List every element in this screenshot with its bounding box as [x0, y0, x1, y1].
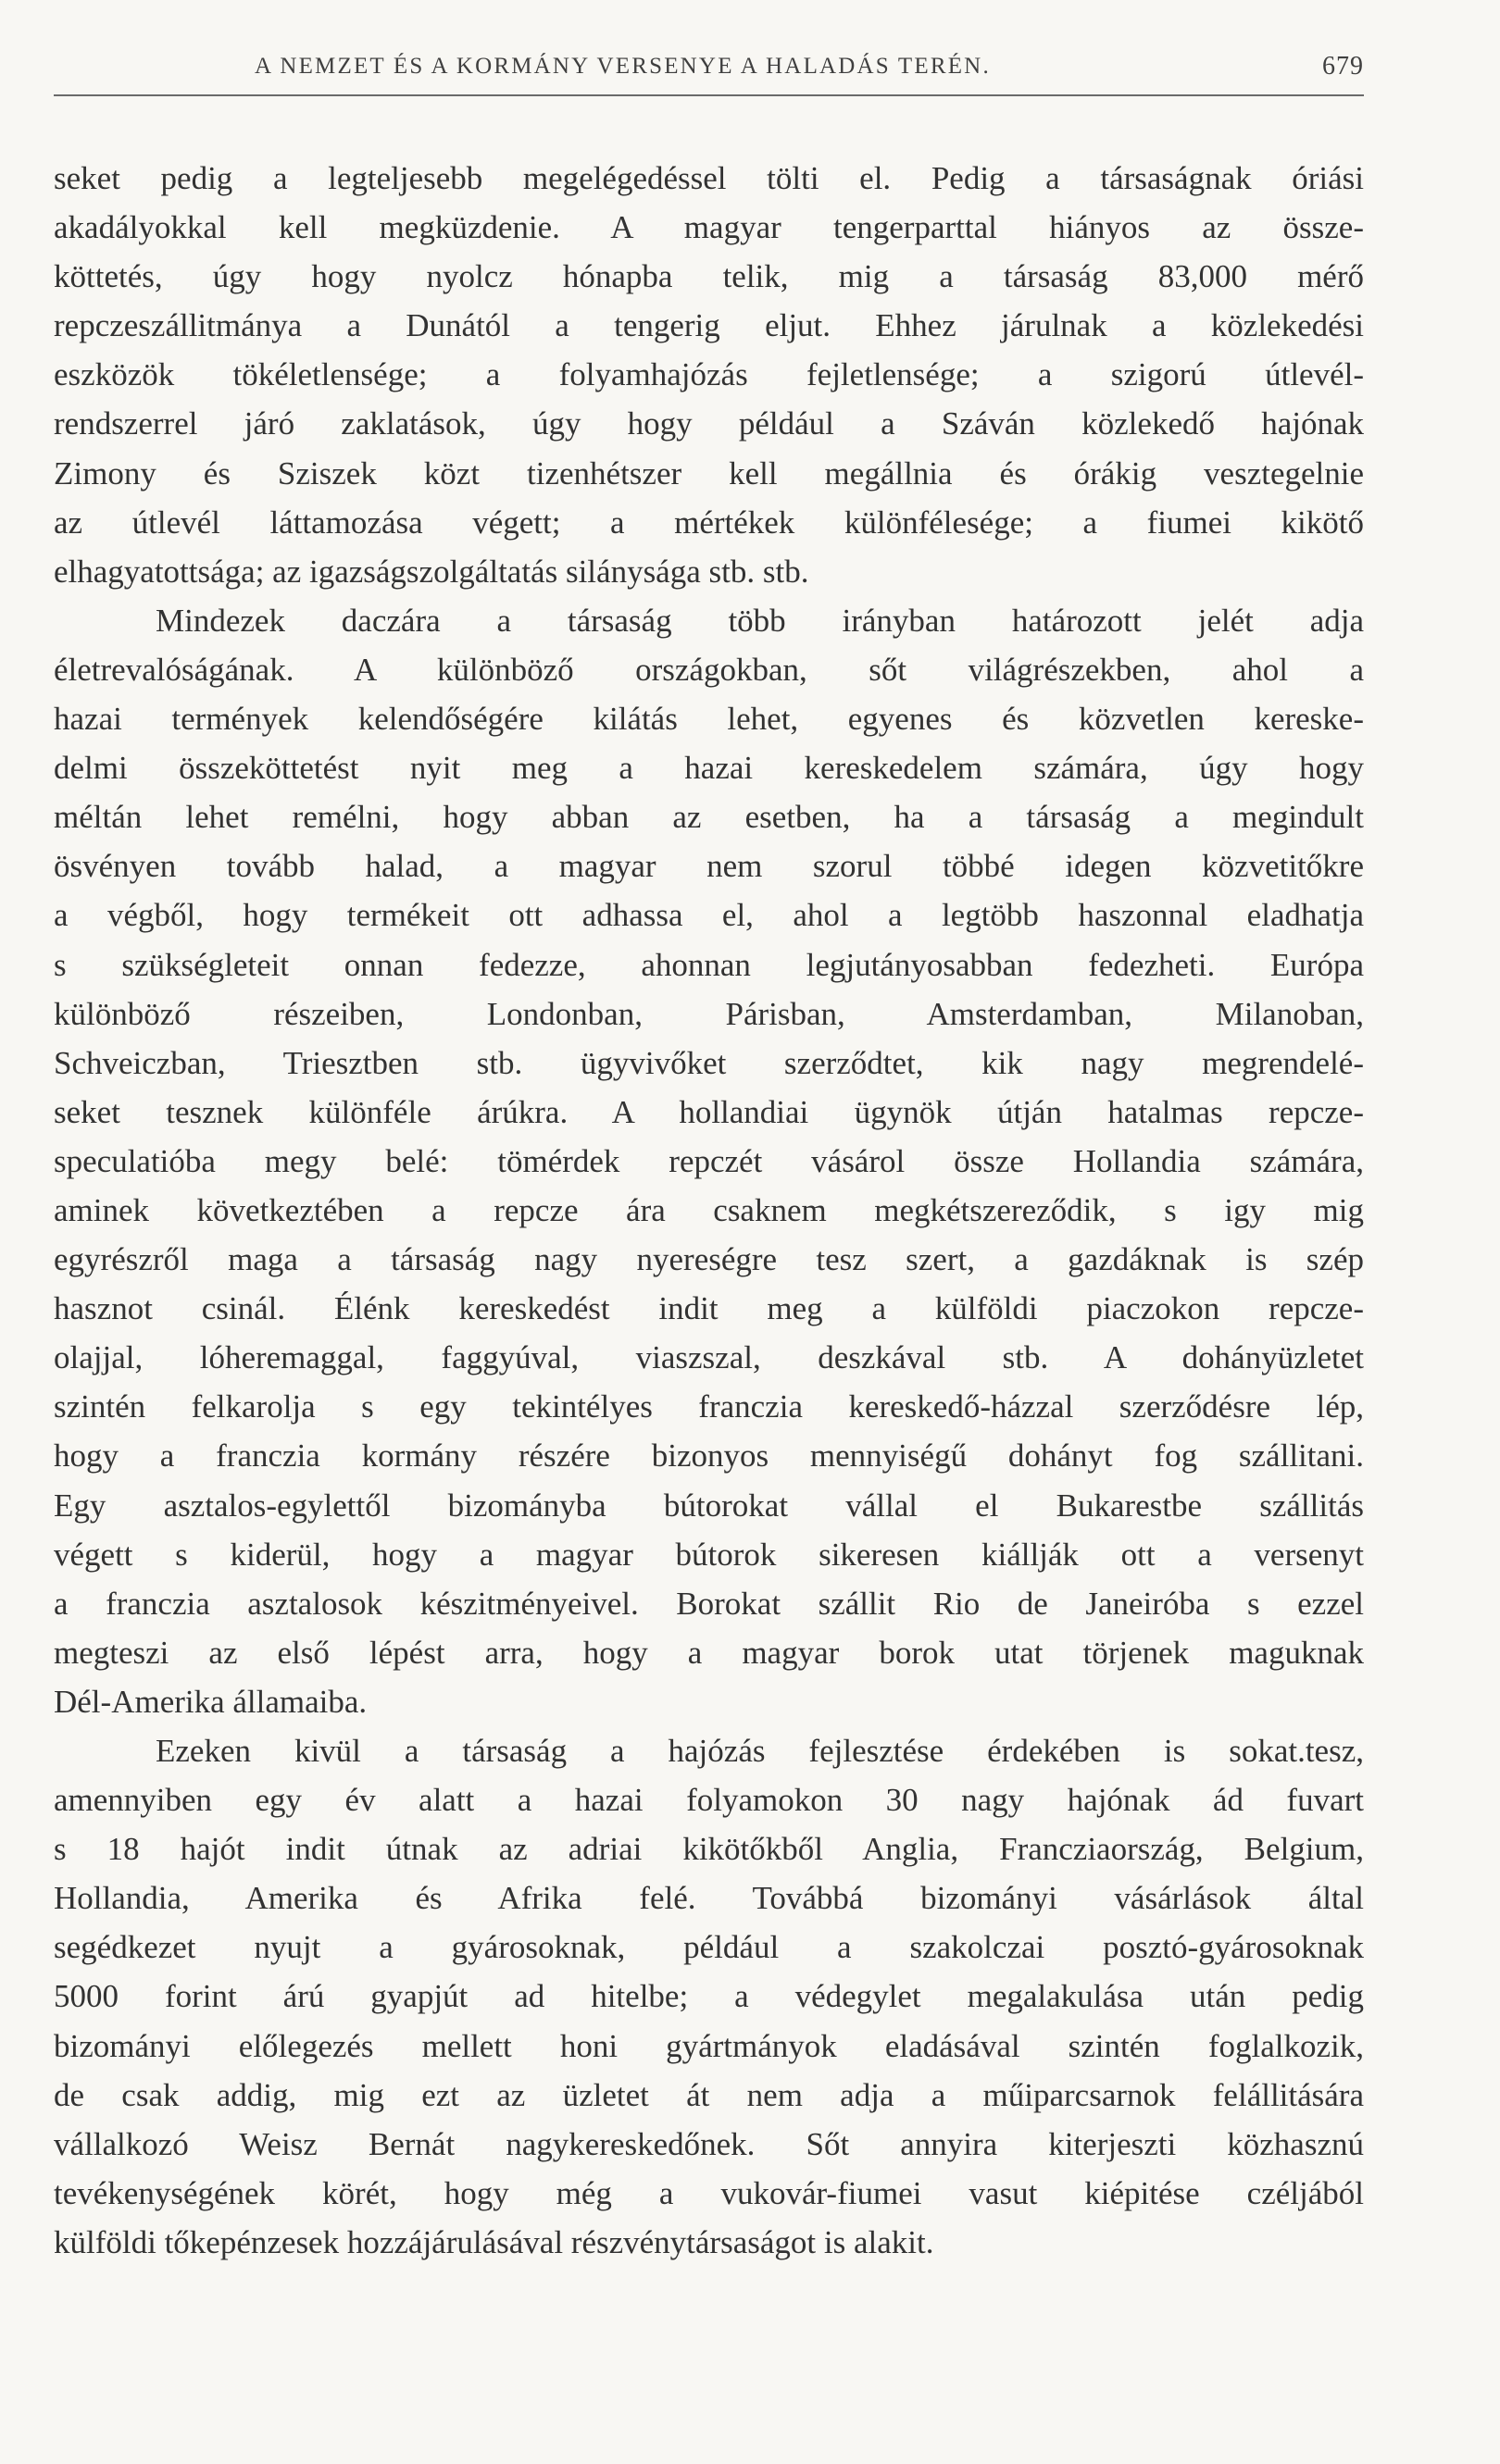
text-line: olajjal, lóheremaggal, faggyúval, viaszszal, deszkával stb. A dohányüzletet — [54, 1339, 1364, 1376]
text-line: tevékenységének körét, hogy még a vukovár-fiumei vasut kiépitése czéljából — [54, 2174, 1364, 2211]
text-line: a végből, hogy termékeit ott adhassa el, ahol a legtöbb haszonnal eladhatja — [54, 897, 1364, 934]
text-line: Zimony és Sziszek közt tizenhétszer kell megállnia és órákig vesztegelnie — [54, 454, 1364, 492]
text-line: speculatióba megy belé: tömérdek repczét vásárol össze Hollandia számára, — [54, 1142, 1364, 1179]
text-line: köttetés, úgy hogy nyolcz hónapba telik, mig a társaság 83,000 mérő — [54, 258, 1364, 295]
text-line: aminek következtében a repcze ára csaknem megkétszereződik, s igy mig — [54, 1191, 1364, 1228]
text-line: méltán lehet remélni, hogy abban az esetben, ha a társaság a megindult — [54, 799, 1364, 836]
text-line: végett s kiderül, hogy a magyar bútorok sikeresen kiállják ott a versenyt — [54, 1536, 1364, 1573]
text-line: életrevalóságának. A különböző országokban, sőt világrészekben, ahol a — [54, 651, 1364, 688]
text-line: vállalkozó Weisz Bernát nagykereskedőnek. Sőt annyira kiterjeszti közhasznú — [54, 2125, 1364, 2162]
text-line: eszközök tökéletlensége; a folyamhajózás fejletlensége; a szigorú útlevél- — [54, 356, 1364, 393]
text-line: Schveiczban, Triesztben stb. ügyvivőket szerződtet, kik nagy megrendelé- — [54, 1044, 1364, 1081]
text-line: de csak addig, mig ezt az üzletet át nem adja a műiparcsarnok felállitására — [54, 2076, 1364, 2113]
text-line: Egy asztalos-egylettől bizományba bútorokat vállal el Bukarestbe szállitás — [54, 1487, 1364, 1524]
text-line: seket tesznek különféle árúkra. A hollandiai ügynök útján hatalmas repcze- — [54, 1093, 1364, 1130]
text-line: segédkezet nyujt a gyárosoknak, például a szakolczai posztó-gyárosoknak — [54, 1929, 1364, 1966]
text-line: s 18 hajót indit útnak az adriai kikötőkből Anglia, Francziaország, Belgium, — [54, 1831, 1364, 1868]
text-line: Dél-Amerika államaiba. — [54, 1683, 368, 1720]
text-line: egyrészről maga a társaság nagy nyereségre tesz szert, a gazdáknak is szép — [54, 1241, 1364, 1278]
text-line: bizományi előlegezés mellett honi gyártmányok eladásával szintén foglalkozik, — [54, 2027, 1364, 2064]
text-line: hazai termények kelendőségére kilátás lehet, egyenes és közvetlen kereske- — [54, 701, 1364, 738]
text-line: 5000 forint árú gyapjút ad hitelbe; a védegylet megalakulása után pedig — [54, 1978, 1364, 2015]
text-line: amennyiben egy év alatt a hazai folyamokon 30 nagy hajónak ád fuvart — [54, 1782, 1364, 1819]
running-header — [54, 48, 1364, 96]
text-line: repczeszállitmánya a Dunától a tengerig eljut. Ehhez járulnak a közlekedési — [54, 307, 1364, 344]
text-line: ösvényen tovább halad, a magyar nem szorul többé idegen közvetitőkre — [54, 848, 1364, 885]
text-line: külföldi tőkepénzesek hozzájárulásával részvénytársaságot is alakit. — [54, 2223, 934, 2260]
text-line: különböző részeiben, Londonban, Párisban, Amsterdamban, Milanoban, — [54, 995, 1364, 1032]
text-line: az útlevél láttamozása végett; a mértékek különfélesége; a fiumei kikötő — [54, 504, 1364, 541]
text-line: rendszerrel járó zaklatások, úgy hogy például a Száván közlekedő hajónak — [54, 405, 1364, 442]
page-number: 679 — [1322, 52, 1364, 81]
text-line: hasznot csinál. Élénk kereskedést indit meg a külföldi piaczokon repcze- — [54, 1290, 1364, 1327]
text-line: szintén felkarolja s egy tekintélyes franczia kereskedő-házzal szerződésre lép, — [54, 1388, 1364, 1425]
text-line: Ezeken kivül a társaság a hajózás fejlesztése érdekében is sokat.tesz, — [156, 1733, 1364, 1769]
text-line: Mindezek daczára a társaság több irányban határozott jelét adja — [156, 602, 1364, 639]
text-line: elhagyatottsága; az igazságszolgáltatás silánysága stb. stb. — [54, 553, 809, 590]
body-text — [54, 154, 1364, 2267]
text-line: delmi összeköttetést nyit meg a hazai kereskedelem számára, úgy hogy — [54, 750, 1364, 787]
text-line: megteszi az első lépést arra, hogy a magyar borok utat törjenek maguknak — [54, 1634, 1364, 1671]
text-line: s szükségleteit onnan fedezze, ahonnan legjutányosabban fedezheti. Európa — [54, 946, 1364, 983]
text-line: hogy a franczia kormány részére bizonyos mennyiségű dohányt fog szállitani. — [54, 1437, 1364, 1475]
running-header-title: A NEMZET ÉS A KORMÁNY VERSENYE A HALADÁS TERÉN. — [255, 54, 991, 79]
text-line: a franczia asztalosok készitményeivel. Borokat szállit Rio de Janeiróba s ezzel — [54, 1585, 1364, 1622]
text-line: Hollandia, Amerika és Afrika felé. Továbbá bizományi vásárlások által — [54, 1880, 1364, 1917]
text-line: seket pedig a legteljesebb megelégedéssel tölti el. Pedig a társaságnak óriási — [54, 160, 1364, 196]
text-line: akadályokkal kell megküzdenie. A magyar tengerparttal hiányos az össze- — [54, 209, 1364, 246]
